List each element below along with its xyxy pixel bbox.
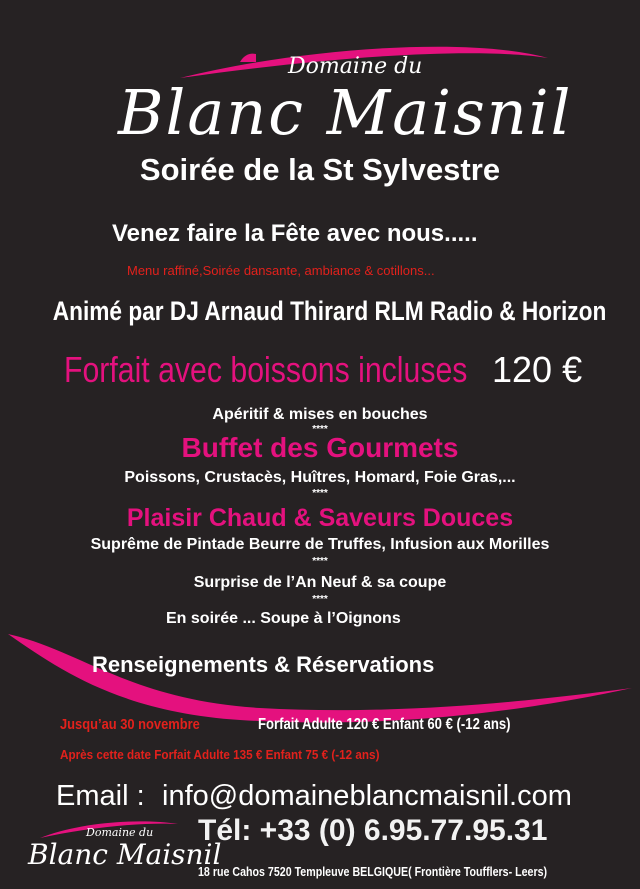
middle-swoosh bbox=[8, 634, 632, 722]
early-pricing: Forfait Adulte 120 € Enfant 60 € (-12 ans) bbox=[258, 716, 511, 733]
reservations-heading: Renseignements & Réservations bbox=[92, 652, 435, 677]
menu-separator: **** bbox=[312, 556, 328, 567]
email-link[interactable]: info@domaineblancmaisnil.com bbox=[162, 780, 572, 812]
tagline: Venez faire la Fête avec nous..... bbox=[112, 220, 478, 247]
menu-item-pintade: Suprême de Pintade Beurre de Truffes, Infusion aux Morilles bbox=[90, 536, 550, 553]
menu-item-surprise: Surprise de l’An Neuf & sa coupe bbox=[193, 574, 447, 591]
menu-course-plaisir: Plaisir Chaud & Saveurs Douces bbox=[126, 504, 514, 532]
menu-item-seafood: Poissons, Crustacès, Huîtres, Homard, Foie Gras,... bbox=[124, 469, 516, 486]
menu-separator: **** bbox=[312, 424, 328, 435]
menu-item-aperitif: Apéritif & mises en bouches bbox=[212, 406, 428, 423]
logo-arc-tab bbox=[240, 54, 256, 62]
dj-line: Animé par DJ Arnaud Thirard RLM Radio & Horizon bbox=[52, 296, 607, 326]
menu-summary: Menu raffiné,Soirée dansante, ambiance & cotillons... bbox=[127, 263, 435, 278]
logo-domaine-du: Domaine du bbox=[288, 54, 423, 79]
package-label: Forfait avec boissons incluses bbox=[64, 349, 468, 390]
phone-number[interactable]: Tél: +33 (0) 6.95.77.95.31 bbox=[198, 814, 548, 847]
small-logo-blanc-maisnil: Blanc Maisnil bbox=[28, 838, 222, 871]
event-title: Soirée de la St Sylvestre bbox=[139, 152, 501, 187]
small-logo-domaine-du: Domaine du bbox=[86, 826, 154, 839]
late-pricing: Après cette date Forfait Adulte 135 € Enfant 75 € (-12 ans) bbox=[60, 747, 380, 762]
menu-course-buffet: Buffet des Gourmets bbox=[181, 432, 459, 463]
early-period: Jusqu’au 30 novembre bbox=[60, 716, 200, 733]
menu-separator: **** bbox=[312, 488, 328, 499]
menu-separator: **** bbox=[312, 594, 328, 605]
package-price: 120 € bbox=[492, 349, 583, 390]
email-label: Email : bbox=[56, 780, 145, 812]
logo-blanc-maisnil: Blanc Maisnil bbox=[118, 76, 573, 149]
menu-item-soupe: En soirée ... Soupe à l’Oignons bbox=[166, 610, 401, 627]
address: 18 rue Cahos 7520 Templeuve BELGIQUE( Frontière Toufflers- Leers) bbox=[198, 864, 548, 879]
